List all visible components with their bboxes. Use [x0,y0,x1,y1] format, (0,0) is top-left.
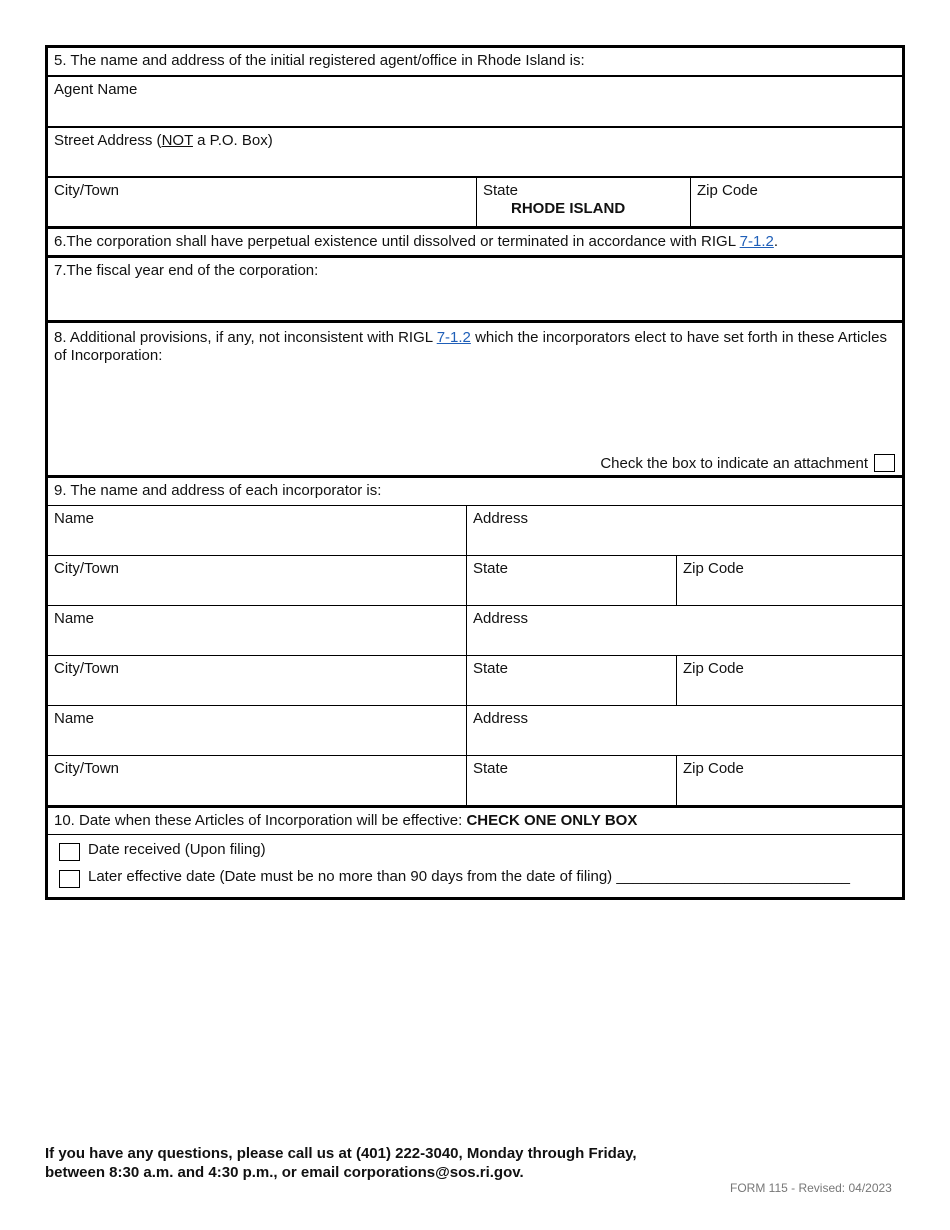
agent-name-field[interactable] [48,77,902,126]
incorporator-2-state-field[interactable] [467,656,676,705]
incorporator-zip-label: Zip Code [683,660,744,677]
incorporator-address-label: Address [473,610,529,627]
agent-city-state-zip-row [48,178,902,226]
incorporator-2-city-field[interactable] [48,656,466,705]
incorporator-city-label: City/Town [54,660,120,677]
agent-state-value: RHODE ISLAND [511,200,626,217]
incorporator-name-label: Name [54,610,95,627]
street-address-field[interactable] [48,128,902,176]
agent-name-label: Agent Name [54,81,138,98]
section10-header [48,808,902,834]
incorporator-3-city-field[interactable] [48,756,466,805]
incorporator-state-label: State [473,660,509,677]
section8-text: 8. Additional provisions, if any, not inconsistent with RIGL 7-1.2 which the incorporators elect to have set forth in these Articles of Incorporation: [54,329,887,364]
later-date-checkbox[interactable] [59,870,80,888]
incorporator-1-state-field[interactable] [467,556,676,605]
agent-name-row [48,77,902,126]
section6-row [48,229,902,255]
agent-zip-field[interactable] [691,178,902,226]
incorporator-2-name-row [48,606,902,655]
incorporator-2-city-row [48,656,902,705]
incorporator-state-label: State [473,560,509,577]
incorporator-1-address-field[interactable] [467,506,902,555]
incorporator-1-name-field[interactable] [48,506,466,555]
agent-city-field[interactable] [48,178,476,226]
section5-title: 5. The name and address of the initial registered agent/office in Rhode Island is: [54,52,585,69]
rigl-link-section8[interactable]: 7-1.2 [436,329,471,346]
agent-state-label: State [483,182,519,199]
incorporator-1-city-row [48,556,902,605]
section9-header [48,478,902,505]
date-received-checkbox[interactable] [59,843,80,861]
incorporator-3-zip-field[interactable] [677,756,902,805]
section7-row [48,258,902,320]
attachment-label: Check the box to indicate an attachment [600,455,868,472]
attachment-checkbox[interactable] [874,454,895,472]
incorporator-state-label: State [473,760,509,777]
additional-provisions-field[interactable] [48,323,902,475]
incorporator-3-city-row [48,756,902,805]
section10-options [48,835,902,897]
fiscal-year-field[interactable] [48,258,902,320]
incorporator-zip-label: Zip Code [683,760,744,777]
section7-text: 7.The fiscal year end of the corporation: [54,262,319,279]
contact-line-2: between 8:30 a.m. and 4:30 p.m., or email corporations@sos.ri.gov. [45,1164,524,1181]
street-address-label: Street Address (NOT a P.O. Box) [54,132,273,149]
section9-title: 9. The name and address of each incorporator is: [54,482,382,499]
section5-header [48,48,902,75]
agent-city-label: City/Town [54,182,120,199]
later-date-label: Later effective date (Date must be no more than 90 days from the date of filing) ____________________________ [88,868,850,885]
incorporator-zip-label: Zip Code [683,560,744,577]
incorporator-2-name-field[interactable] [48,606,466,655]
incorporator-3-name-row [48,706,902,755]
section6-text: 6.The corporation shall have perpetual existence until dissolved or terminated in accordance with RIGL 7-1.2. [54,233,779,250]
incorporator-2-address-field[interactable] [467,606,902,655]
agent-zip-label: Zip Code [697,182,758,199]
incorporator-3-state-field[interactable] [467,756,676,805]
contact-line-1: If you have any questions, please call us at (401) 222-3040, Monday through Friday, [45,1145,637,1162]
incorporator-city-label: City/Town [54,760,120,777]
section8-row [48,323,902,475]
incorporator-1-name-row [48,506,902,555]
incorporator-address-label: Address [473,710,529,727]
contact-info [45,1144,745,1182]
form-revision: FORM 115 - Revised: 04/2023 [730,1181,892,1195]
rigl-link-section6[interactable]: 7-1.2 [739,233,774,250]
articles-form-page [45,45,905,900]
section10-title: 10. Date when these Articles of Incorporation will be effective: CHECK ONE ONLY BOX [54,812,638,829]
incorporator-name-label: Name [54,510,95,527]
incorporator-1-zip-field[interactable] [677,556,902,605]
incorporator-3-name-field[interactable] [48,706,466,755]
date-received-label: Date received (Upon filing) [88,841,266,858]
incorporator-address-label: Address [473,510,529,527]
incorporator-1-city-field[interactable] [48,556,466,605]
street-address-row [48,128,902,176]
incorporator-city-label: City/Town [54,560,120,577]
incorporator-2-zip-field[interactable] [677,656,902,705]
incorporator-3-address-field[interactable] [467,706,902,755]
incorporator-name-label: Name [54,710,95,727]
agent-state-field [477,178,690,226]
